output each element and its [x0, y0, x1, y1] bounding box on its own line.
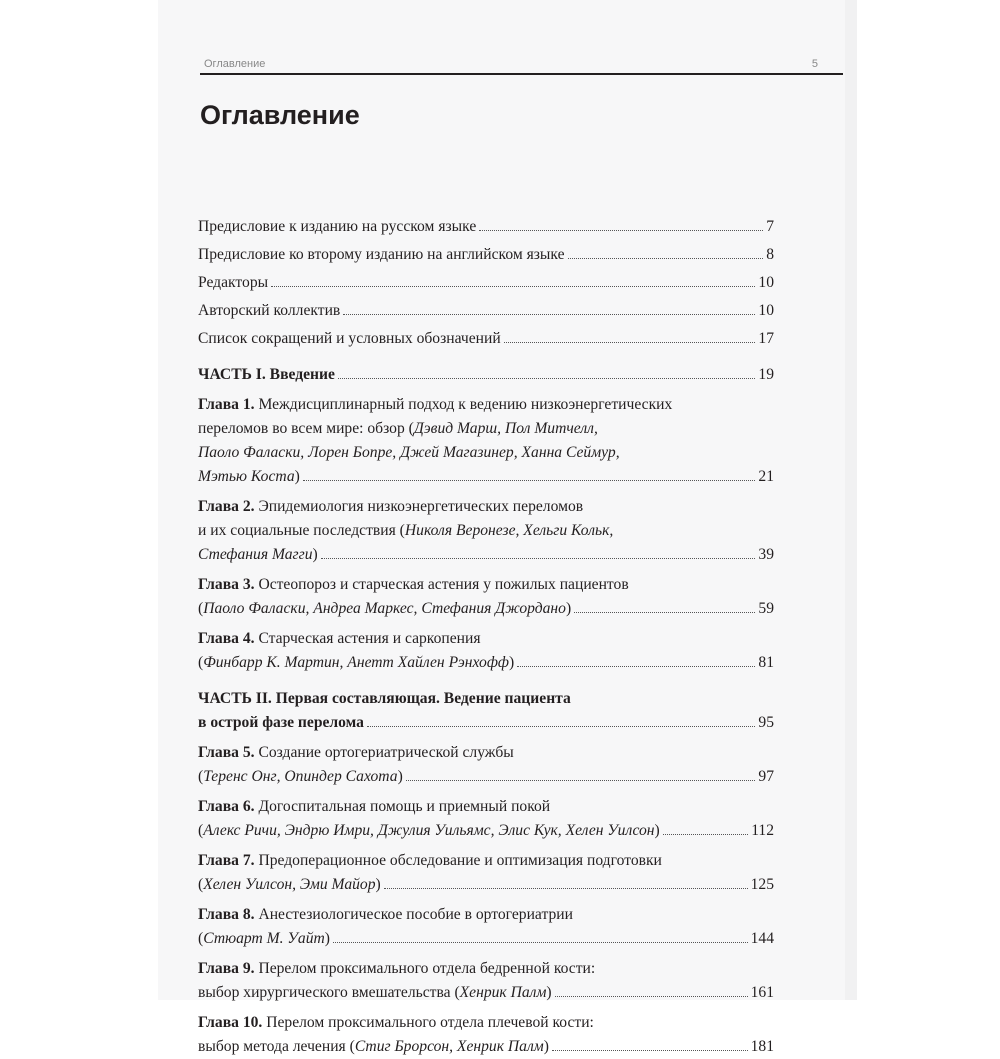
- page-number: 112: [751, 822, 774, 839]
- page-number: 59: [758, 600, 774, 617]
- page-number: 125: [750, 876, 774, 893]
- facing-page-edge: [845, 0, 857, 1000]
- page-number: 161: [750, 984, 774, 1001]
- toc-chapter-7[interactable]: [198, 849, 774, 897]
- chapter-title-line-1: Перелом проксимального отдела бедренной кости:: [258, 960, 596, 977]
- page-number: 10: [758, 274, 774, 291]
- page-number: 17: [758, 330, 774, 347]
- toc-entry-text: Авторский коллектив: [198, 302, 341, 319]
- dot-leader: [555, 996, 748, 997]
- page-number: 81: [758, 654, 774, 671]
- page-number: 95: [758, 714, 774, 731]
- paren-open: (: [198, 600, 204, 617]
- chapter-authors: Дэвид Марш, Пол Митчелл,: [413, 420, 598, 437]
- dot-leader: [406, 780, 756, 781]
- page-number: 19: [758, 366, 774, 383]
- toc-entry-preface-russian[interactable]: [198, 215, 774, 239]
- paren-close: ): [654, 822, 660, 839]
- page-number: 10: [758, 302, 774, 319]
- chapter-authors-end: Стефания Магги: [198, 546, 313, 563]
- toc-chapter-4[interactable]: [198, 627, 774, 675]
- toc-entry-preface-english[interactable]: [198, 243, 774, 267]
- page-number: 21: [758, 468, 774, 485]
- toc-entry-text: Редакторы: [198, 274, 269, 291]
- chapter-title-line-1: Анестезиологическое пособие в ортогериатрии: [258, 906, 573, 923]
- toc-entry-text: Список сокращений и условных обозначений: [198, 330, 501, 347]
- chapter-label: Глава 2.: [198, 498, 255, 515]
- dot-leader: [338, 378, 756, 379]
- chapter-title-line-1: Перелом проксимального отдела плечевой кости:: [266, 1014, 594, 1031]
- toc-entry-text: Предисловие ко второму изданию на английском языке: [198, 246, 565, 263]
- toc-entry-text: Предисловие к изданию на русском языке: [198, 218, 477, 235]
- toc-part-1[interactable]: [198, 363, 774, 387]
- page-number: 97: [758, 768, 774, 785]
- chapter-label: Глава 5.: [198, 744, 255, 761]
- paren-close: ): [312, 546, 318, 563]
- toc-part-2[interactable]: [198, 687, 774, 735]
- page-number: 8: [766, 246, 774, 263]
- chapter-authors-end: Мэтью Коста: [198, 468, 295, 485]
- page-number: 7: [766, 218, 774, 235]
- toc-chapter-6[interactable]: [198, 795, 774, 843]
- dot-leader: [517, 666, 755, 667]
- chapter-label: Глава 9.: [198, 960, 255, 977]
- part-title: ЧАСТЬ I. Введение: [198, 366, 335, 383]
- chapter-authors: Николя Веронезе, Хельги Кольк,: [404, 522, 614, 539]
- toc-chapter-2[interactable]: [198, 495, 774, 567]
- toc-entry-abbreviations[interactable]: [198, 327, 774, 351]
- page-number: 39: [758, 546, 774, 563]
- part-title-line-2: в острой фазе перелома: [198, 714, 364, 731]
- chapter-label: Глава 7.: [198, 852, 255, 869]
- table-of-contents: [198, 215, 774, 1059]
- chapter-authors: Теренс Онг, Опиндер Сахота: [203, 768, 398, 785]
- paren-open: (: [198, 654, 204, 671]
- page-title: Оглавление: [200, 100, 360, 130]
- chapter-authors: Хелен Уилсон, Эми Майор: [203, 876, 376, 893]
- paren-open: (: [198, 768, 204, 785]
- chapter-title-line-1: Создание ортогериатрической службы: [258, 744, 514, 761]
- dot-leader: [384, 888, 748, 889]
- page-number: 181: [750, 1038, 774, 1055]
- chapter-authors: Хенрик Палм: [459, 984, 547, 1001]
- chapter-label: Глава 3.: [198, 576, 255, 593]
- running-head: [200, 56, 840, 72]
- chapter-title-line-1: Догоспитальная помощь и приемный покой: [258, 798, 551, 815]
- chapter-label: Глава 8.: [198, 906, 255, 923]
- chapter-authors: Стюарт М. Уайт: [203, 930, 325, 947]
- toc-entry-authors[interactable]: [198, 299, 774, 323]
- chapter-label: Глава 4.: [198, 630, 255, 647]
- chapter-title-line-1: Междисциплинарный подход к ведению низкоэнергетических: [258, 396, 673, 413]
- chapter-label: Глава 6.: [198, 798, 255, 815]
- chapter-title-line-2: и их социальные последствия (: [198, 522, 405, 539]
- chapter-title-line-1: Предоперационное обследование и оптимизация подготовки: [258, 852, 662, 869]
- dot-leader: [479, 230, 763, 231]
- dot-leader: [321, 558, 756, 559]
- paren-close: ): [508, 654, 515, 671]
- dot-leader: [333, 942, 748, 943]
- running-head-page: 5: [811, 58, 818, 70]
- chapter-title-line-2: выбор хирургического вмешательства (: [198, 984, 460, 1001]
- toc-chapter-8[interactable]: [198, 903, 774, 951]
- paren-open: (: [198, 930, 204, 947]
- paren-close: ): [565, 600, 572, 617]
- header-rule: [200, 73, 843, 75]
- paren-close: ): [294, 468, 300, 485]
- running-head-title: Оглавление: [204, 58, 266, 70]
- dot-leader: [504, 342, 756, 343]
- dot-leader: [568, 258, 764, 259]
- chapter-title-line-1: Остеопороз и старческая астения у пожилых пациентов: [258, 576, 629, 593]
- paren-open: (: [198, 876, 204, 893]
- chapter-authors: Алекс Ричи, Эндрю Имри, Джулия Уильямс, Элис Кук, Хелен Уилсон: [203, 822, 655, 839]
- part-title-line-1: ЧАСТЬ II. Первая составляющая. Ведение пациента: [198, 690, 571, 707]
- chapter-authors-cont: Паоло Фаласки, Лорен Бопре, Джей Магазинер, Ханна Сеймур,: [198, 444, 620, 461]
- page-number: 144: [750, 930, 774, 947]
- toc-chapter-10[interactable]: [198, 1011, 774, 1059]
- paren-close: ): [397, 768, 403, 785]
- chapter-authors: Паоло Фаласки, Андреа Маркес, Стефания Джордано: [203, 600, 566, 617]
- paren-open: (: [198, 822, 204, 839]
- dot-leader: [663, 834, 748, 835]
- toc-chapter-1[interactable]: [198, 393, 774, 489]
- chapter-label: Глава 1.: [198, 396, 255, 413]
- paren-close: ): [324, 930, 330, 947]
- dot-leader: [367, 726, 755, 727]
- chapter-authors: Стиг Брорсон, Хенрик Палм: [354, 1038, 544, 1055]
- chapter-authors: Финбарр К. Мартин, Анетт Хайлен Рэнхофф: [203, 654, 509, 671]
- chapter-title-line-1: Эпидемиология низкоэнергетических переломов: [258, 498, 584, 515]
- paren-close: ): [375, 876, 381, 893]
- chapter-title-line-2: выбор метода лечения (: [198, 1038, 355, 1055]
- dot-leader: [271, 286, 755, 287]
- chapter-title-line-2: переломов во всем мире: обзор (: [198, 420, 414, 437]
- toc-entry-editors[interactable]: [198, 271, 774, 295]
- dot-leader: [343, 314, 755, 315]
- chapter-label: Глава 10.: [198, 1014, 263, 1031]
- paren-close: ): [546, 984, 552, 1001]
- dot-leader: [574, 612, 755, 613]
- dot-leader: [552, 1050, 748, 1051]
- toc-chapter-3[interactable]: [198, 573, 774, 621]
- paren-close: ): [543, 1038, 549, 1055]
- toc-chapter-5[interactable]: [198, 741, 774, 789]
- toc-chapter-9[interactable]: [198, 957, 774, 1005]
- chapter-title-line-1: Старческая астения и саркопения: [258, 630, 481, 647]
- dot-leader: [303, 480, 756, 481]
